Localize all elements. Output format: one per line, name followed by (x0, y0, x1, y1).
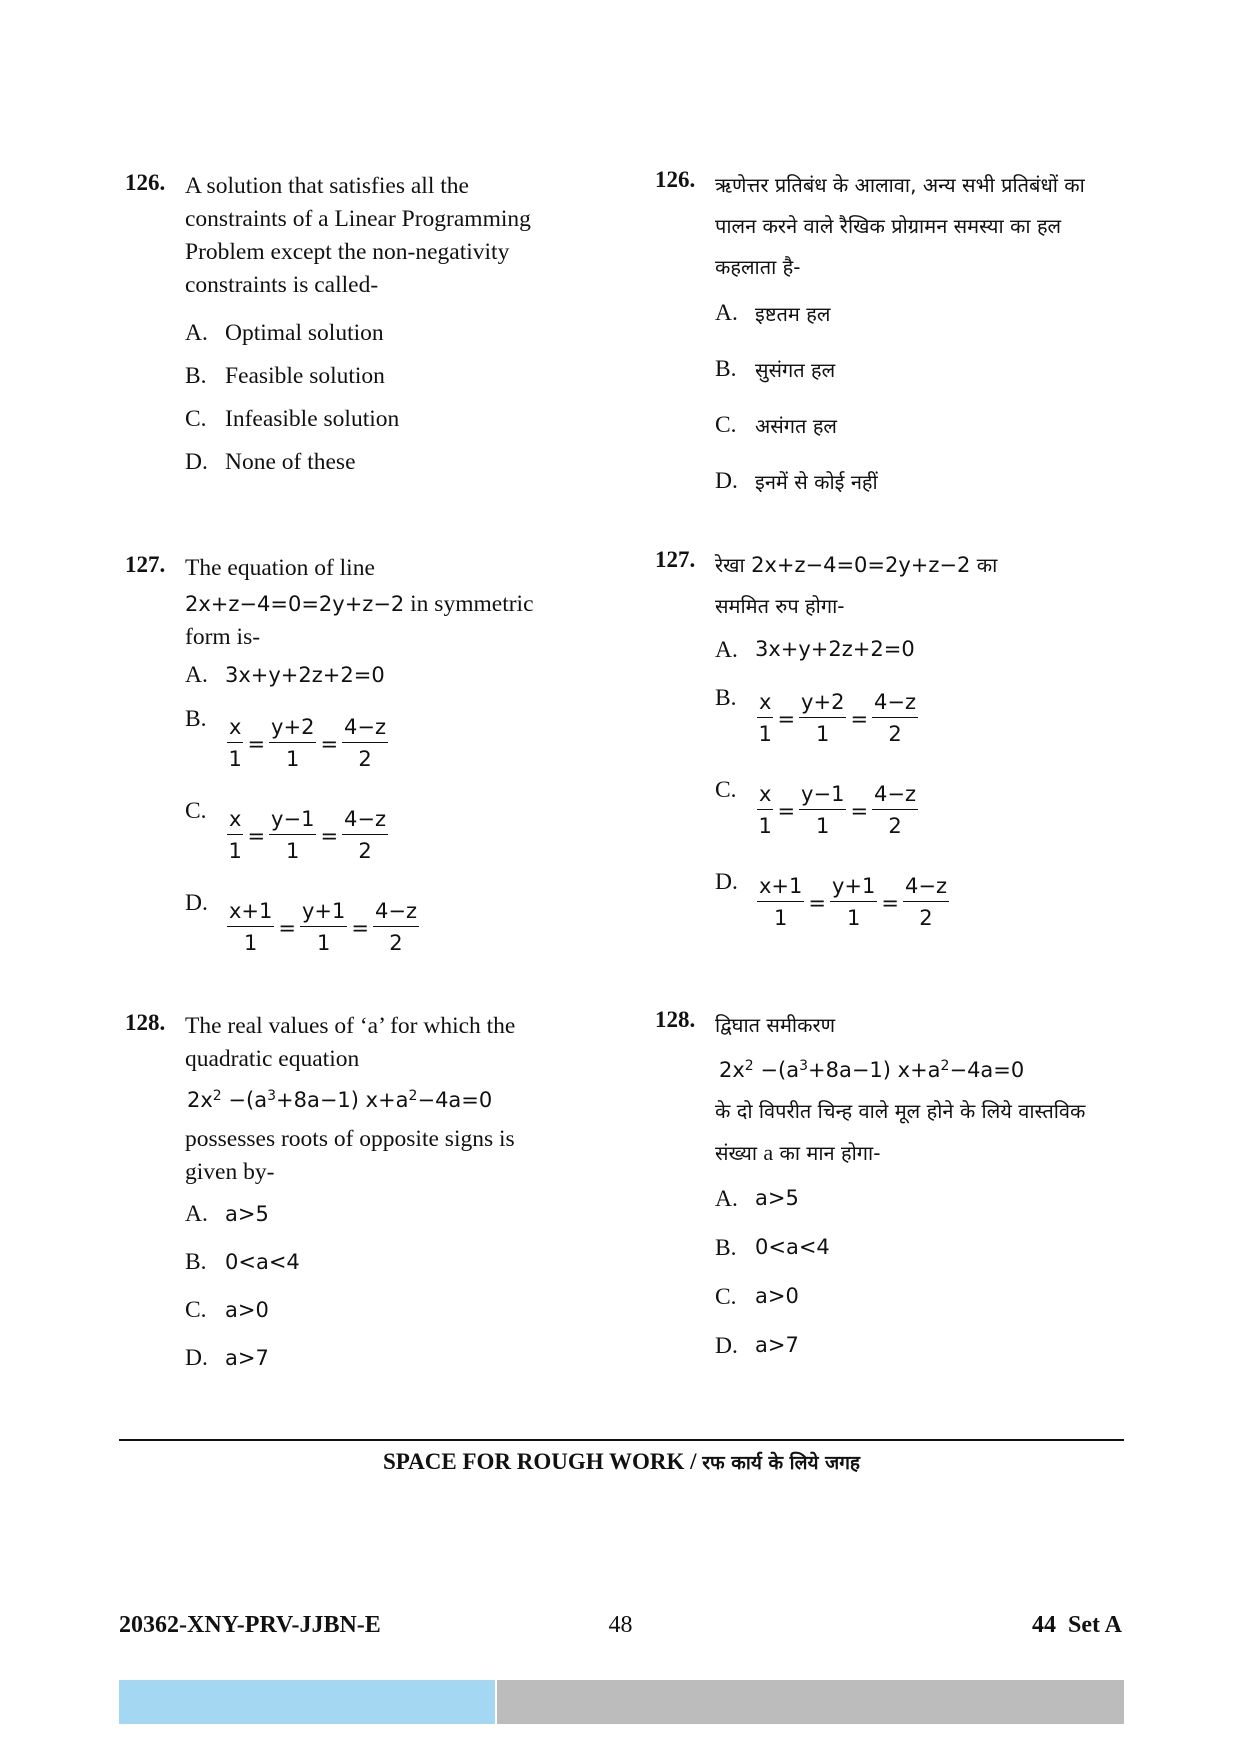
question-number: 127. (655, 547, 696, 572)
option-c: C. $\frac{x}{1}$ = $\frac{y-1}{1}$ = $\frac{4-z}{2}$ (185, 798, 387, 863)
option-d: D. a>7 (715, 1333, 799, 1359)
question-text: द्विघात समीकरण $2x^2 -(a^3+8a-1)$ $x+a^2-4a=0$ के दो विपरीत चिन्ह वाले मूल होने के लिये वास्तविक संख्या a का मान होगा- (715, 1005, 1115, 1174)
question-128-hi (655, 1005, 1125, 1382)
option-a: A. a>5 (715, 1186, 799, 1212)
question-text: ऋणेत्तर प्रतिबंध के आलावा, अन्य सभी प्रतिबंधों का पालन करने वाले रैखिक प्रोग्रामन समस्या का हल कहलाता है- (715, 173, 1085, 279)
page-number: 48 (608, 1612, 633, 1638)
line-equation: 2x+z−4=0=2y+z−2 (185, 592, 405, 616)
option-c: C. $\frac{x}{1}$ = $\frac{y-1}{1}$ = $\frac{4-z}{2}$ (715, 777, 917, 838)
option-b: B. सुसंगत हल (715, 356, 836, 382)
question-text: The real values of ‘a’ for which the quadratic equation $2x^2 -(a^3+8a-1)$ $x+a^2-4a=0$ possesses roots of opposite signs is given by- (185, 1010, 565, 1189)
question-128-en (125, 1010, 615, 1393)
option-a: A. इष्टतम हल (715, 300, 831, 326)
option-c: C. a>0 (715, 1284, 799, 1310)
booklet-code: 20362-XNY-PRV-JJBN-E (119, 1612, 381, 1638)
option-d: D. $\frac{x+1}{1}$ = $\frac{y+1}{1}$ = $\frac{4-z}{2}$ (715, 869, 947, 930)
question-number: 127. (125, 552, 166, 577)
footer-bar-grey (497, 1680, 1124, 1724)
question-number: 126. (655, 167, 696, 192)
option-b: B. 0<a<4 (715, 1235, 830, 1261)
footer-bar-blue (119, 1680, 495, 1724)
option-b: B. $\frac{x}{1}$ = $\frac{y+2}{1}$ = $\frac{4-z}{2}$ (185, 706, 387, 771)
question-127-en (125, 552, 615, 982)
question-126-hi (655, 165, 1125, 524)
option-c: C. असंगत हल (715, 412, 837, 438)
question-text: रेखा 2x+z−4=0=2y+z−2 का सममित रुप होगा- (715, 553, 998, 618)
question-text: The equation of line 2x+z−4=0=2y+z−2 in symmetric form is- (185, 555, 534, 650)
question-126-en (125, 170, 615, 492)
option-b: B. $\frac{x}{1}$ = $\frac{y+2}{1}$ = $\frac{4-z}{2}$ (715, 685, 917, 746)
quadratic-equation: $2x^2 -(a^3+8a-1)$ $x+a^2-4a=0$ (719, 1058, 1025, 1082)
option-b: B. 0<a<4 (185, 1249, 300, 1275)
question-number: 128. (125, 1010, 166, 1035)
question-number: 128. (655, 1007, 696, 1032)
option-c: C. Infeasible solution (185, 406, 400, 432)
option-d: D. $\frac{x+1}{1}$ = $\frac{y+1}{1}$ = $\frac{4-z}{2}$ (185, 890, 417, 955)
question-127-hi (655, 545, 1125, 961)
option-c: C. a>0 (185, 1297, 269, 1323)
option-a: A. 3x+y+2z+2=0 (715, 637, 915, 663)
line-equation: 2x+z−4=0=2y+z−2 (751, 553, 971, 577)
option-d: D. a>7 (185, 1345, 269, 1371)
option-d: D. इनमें से कोई नहीं (715, 468, 878, 494)
question-text: A solution that satisfies all the constraints of a Linear Programming Problem except the non-negativity constraints is called- (185, 173, 531, 298)
question-number: 126. (125, 170, 166, 195)
option-a: A. Optimal solution (185, 320, 384, 346)
quadratic-equation: $2x^2 -(a^3+8a-1)$ $x+a^2-4a=0$ (187, 1088, 493, 1112)
option-a: A. a>5 (185, 1201, 269, 1227)
rough-work-divider (119, 1439, 1124, 1441)
option-b: B. Feasible solution (185, 363, 385, 389)
set-label: 44 Set A (1032, 1612, 1122, 1638)
option-d: D. None of these (185, 449, 356, 475)
rough-work-heading: SPACE FOR ROUGH WORK / रफ कार्य के लिये जगह (383, 1449, 860, 1474)
option-a: A. 3x+y+2z+2=0 (185, 662, 385, 688)
